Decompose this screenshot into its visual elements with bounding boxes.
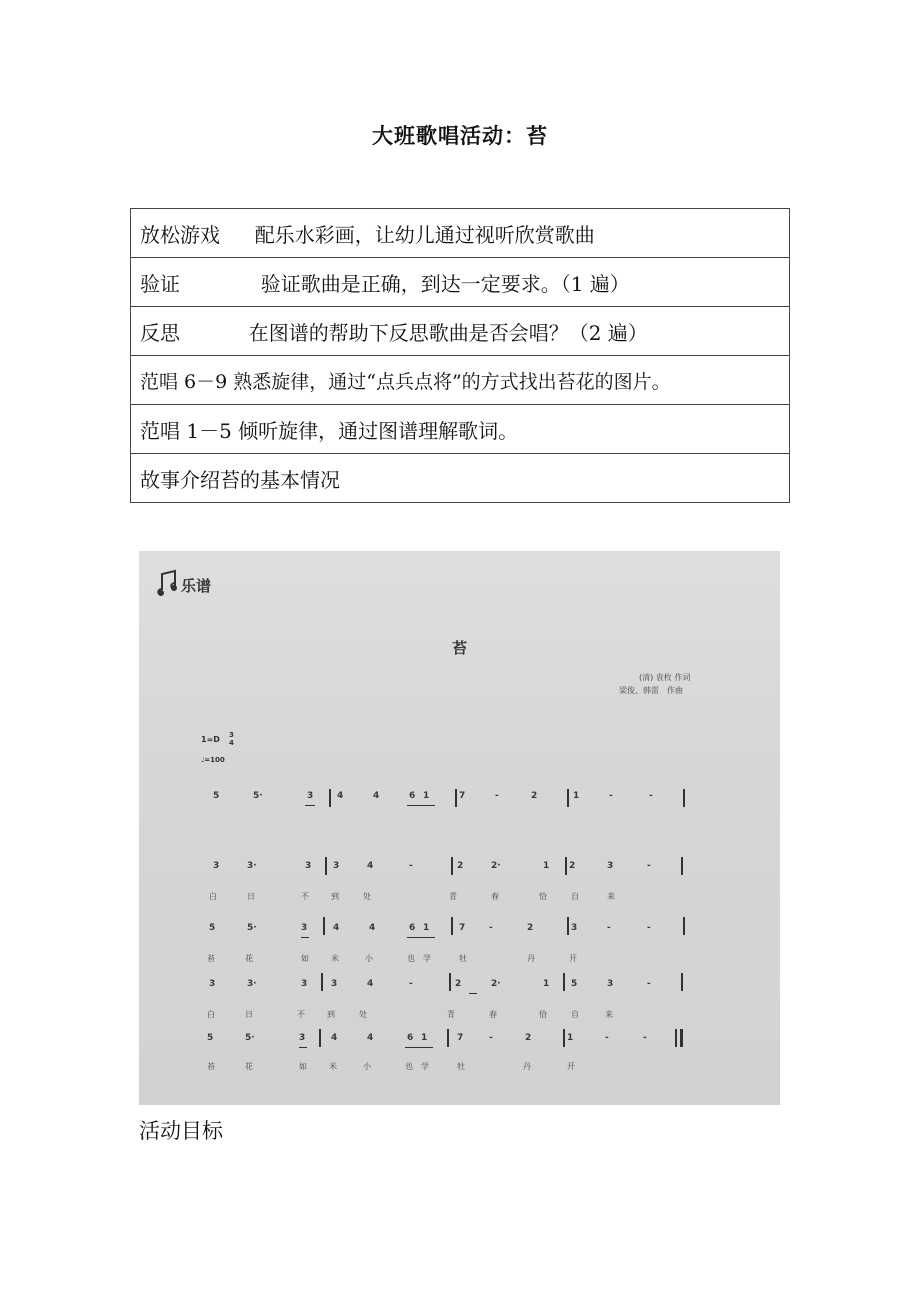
music-note-icon: [153, 569, 183, 599]
table-row: [131, 258, 790, 307]
step-text: 故事介绍苔的基本情况: [140, 467, 340, 492]
note: -: [647, 923, 651, 933]
note: 3: [209, 979, 216, 989]
note: 3: [333, 861, 340, 871]
note: 3: [331, 979, 338, 989]
score-header: 乐谱: [181, 577, 212, 595]
note: 3: [607, 861, 614, 871]
note: 3: [307, 791, 314, 801]
lyric: 开: [567, 1062, 575, 1071]
song-title: 苔: [451, 639, 467, 657]
note: 3: [305, 861, 312, 871]
lyric: 牡: [459, 954, 467, 963]
note: -: [607, 923, 611, 933]
note: 1: [423, 791, 430, 801]
lyric: 花: [245, 954, 253, 963]
barline: [329, 789, 331, 807]
table-row: [131, 356, 790, 405]
lyric: 日: [247, 892, 255, 901]
barline: [567, 789, 569, 807]
step-cell: [131, 307, 790, 356]
note: 5·: [245, 1033, 255, 1043]
lyric: 如: [299, 1062, 307, 1071]
barline: [451, 917, 453, 935]
lyric: 到: [331, 892, 339, 901]
step-cell: [131, 258, 790, 307]
lyric: 来: [607, 892, 615, 901]
lyric: 白: [207, 1010, 215, 1019]
note: 4: [369, 923, 376, 933]
note: 7: [459, 923, 466, 933]
note: -: [489, 1033, 493, 1043]
step-text: 验证歌曲是正确，到达一定要求。（1 遍）: [260, 271, 630, 296]
note: 4: [331, 1033, 338, 1043]
note: 2: [525, 1033, 532, 1043]
note: 5: [207, 1033, 214, 1043]
section-caption: 活动目标: [139, 1119, 223, 1143]
note: 4: [337, 791, 344, 801]
note: 7: [459, 791, 466, 801]
note: 5: [213, 791, 220, 801]
lyric: 丹: [523, 1062, 531, 1071]
lyricist-credit: (清) 袁枚 作词: [639, 673, 691, 682]
page-title: 大班歌唱活动：苔: [372, 123, 548, 148]
underline: [301, 937, 309, 938]
note: 3: [301, 923, 308, 933]
lyric: 学: [423, 954, 431, 963]
note: 1: [421, 1033, 428, 1043]
note: 3: [607, 979, 614, 989]
step-cell: [131, 209, 790, 258]
step-label: 反思: [140, 320, 180, 345]
lyric: 白: [209, 892, 217, 901]
lyric: 米: [331, 954, 339, 963]
underline: [305, 805, 315, 806]
lyric: 来: [605, 1010, 613, 1019]
final-barline: [680, 1029, 683, 1047]
note: 1: [543, 979, 550, 989]
table-row: [131, 454, 790, 503]
lyric: 不: [301, 892, 309, 901]
note: 4: [367, 1033, 374, 1043]
note: -: [647, 861, 651, 871]
lyric: 青: [447, 1010, 455, 1019]
note: 3·: [247, 979, 257, 989]
barline: [455, 789, 457, 807]
note: 3·: [247, 861, 257, 871]
barline: [323, 917, 325, 935]
lyric: 小: [363, 1062, 371, 1071]
step-cell: [131, 405, 790, 454]
barline: [563, 1029, 565, 1047]
lyric: 学: [421, 1062, 429, 1071]
composer-credit: 梁俊、韩雷 作曲: [619, 686, 683, 695]
step-cell: [131, 356, 790, 405]
note: -: [489, 923, 493, 933]
barline: [683, 789, 685, 807]
note: 5: [571, 979, 578, 989]
note: 2: [531, 791, 538, 801]
table-row: [131, 209, 790, 258]
barline: [451, 857, 453, 875]
note: 4: [333, 923, 340, 933]
note: 6: [409, 923, 416, 933]
note: -: [409, 979, 413, 989]
note: 3: [301, 979, 308, 989]
activity-steps-table: [130, 208, 790, 503]
score-row-2: [209, 861, 749, 875]
lyric: 日: [245, 1010, 253, 1019]
note: 2·: [491, 979, 501, 989]
final-barline: [675, 1029, 677, 1047]
note: 4: [373, 791, 380, 801]
barline: [325, 857, 327, 875]
score-row-3: [209, 923, 749, 937]
underline: [407, 937, 435, 938]
note: 5·: [247, 923, 257, 933]
note: 3: [571, 923, 578, 933]
lyric: 如: [301, 954, 309, 963]
note: 1: [543, 861, 550, 871]
step-text: 范唱 1－5 倾听旋律，通过图谱理解歌词。: [140, 418, 519, 443]
lyric: 恰: [539, 1010, 547, 1019]
note: 5·: [253, 791, 263, 801]
note: 1: [567, 1033, 574, 1043]
lyrics-row: [209, 891, 749, 903]
note: 2·: [491, 861, 501, 871]
underline: [299, 1047, 307, 1048]
lyric: 花: [245, 1062, 253, 1071]
lyric: 小: [365, 954, 373, 963]
barline: [319, 1029, 321, 1047]
lyric: 也: [407, 954, 415, 963]
underline: [469, 993, 477, 994]
note: 3: [299, 1033, 306, 1043]
barline: [567, 917, 569, 935]
step-text: 配乐水彩画，让幼儿通过视听欣赏歌曲: [254, 222, 595, 247]
note: -: [647, 979, 651, 989]
note: 2: [455, 979, 462, 989]
lyric: 米: [329, 1062, 337, 1071]
lyrics-row: [209, 953, 749, 965]
note: 2: [569, 861, 576, 871]
key-signature: 1=D: [201, 735, 220, 744]
lyric: 春: [489, 1010, 497, 1019]
barline: [321, 973, 323, 991]
lyric: 牡: [457, 1062, 465, 1071]
step-label: 验证: [140, 271, 180, 296]
note: 6: [407, 1033, 414, 1043]
lyric: 处: [363, 892, 371, 901]
note: 2: [457, 861, 464, 871]
lyric: 不: [297, 1010, 305, 1019]
time-signature: [229, 731, 234, 747]
note: -: [409, 861, 413, 871]
step-text: 范唱 6－9 熟悉旋律，通过“点兵点将”的方式找出苔花的图片。: [140, 370, 671, 393]
barline: [681, 973, 683, 991]
step-label: 放松游戏: [140, 222, 220, 247]
note: 2: [527, 923, 534, 933]
note: 7: [457, 1033, 464, 1043]
note: 3: [213, 861, 220, 871]
table-row: [131, 405, 790, 454]
sheet-music-photo: [139, 551, 780, 1105]
lyric: 自: [571, 892, 579, 901]
note: 6: [409, 791, 416, 801]
note: 4: [367, 979, 374, 989]
score-row-4: [209, 979, 749, 993]
lyric: 恰: [539, 892, 547, 901]
note: -: [605, 1033, 609, 1043]
table-row: [131, 307, 790, 356]
lyric: 到: [327, 1010, 335, 1019]
lyric: 开: [569, 954, 577, 963]
score-row-1: [209, 791, 749, 805]
lyrics-row: [209, 1009, 749, 1021]
lyrics-row: [209, 1061, 749, 1073]
note: -: [609, 791, 613, 801]
note: -: [649, 791, 653, 801]
note: -: [495, 791, 499, 801]
score-row-5: [209, 1033, 749, 1047]
underline: [405, 1047, 433, 1048]
meter-top: 3: [229, 731, 234, 739]
meter-bottom: 4: [229, 739, 234, 747]
note: 1: [573, 791, 580, 801]
barline: [683, 917, 685, 935]
note: 5: [209, 923, 216, 933]
lyric: 处: [359, 1010, 367, 1019]
note: 1: [423, 923, 430, 933]
underline: [407, 805, 435, 806]
barline: [447, 1029, 449, 1047]
lyric: 苔: [207, 1062, 215, 1071]
barline: [449, 973, 451, 991]
lyric: 也: [405, 1062, 413, 1071]
barline: [565, 857, 567, 875]
barline: [681, 857, 683, 875]
lyric: 自: [571, 1010, 579, 1019]
lyric: 青: [449, 892, 457, 901]
lyric: 苔: [207, 954, 215, 963]
barline: [563, 973, 565, 991]
note: 4: [367, 861, 374, 871]
step-cell: [131, 454, 790, 503]
lyric: 春: [491, 892, 499, 901]
step-text: 在图谱的帮助下反思歌曲是否会唱？（2 遍）: [248, 320, 648, 345]
tempo-mark: ♩=100: [201, 756, 225, 764]
note: -: [643, 1033, 647, 1043]
lyric: 丹: [527, 954, 535, 963]
